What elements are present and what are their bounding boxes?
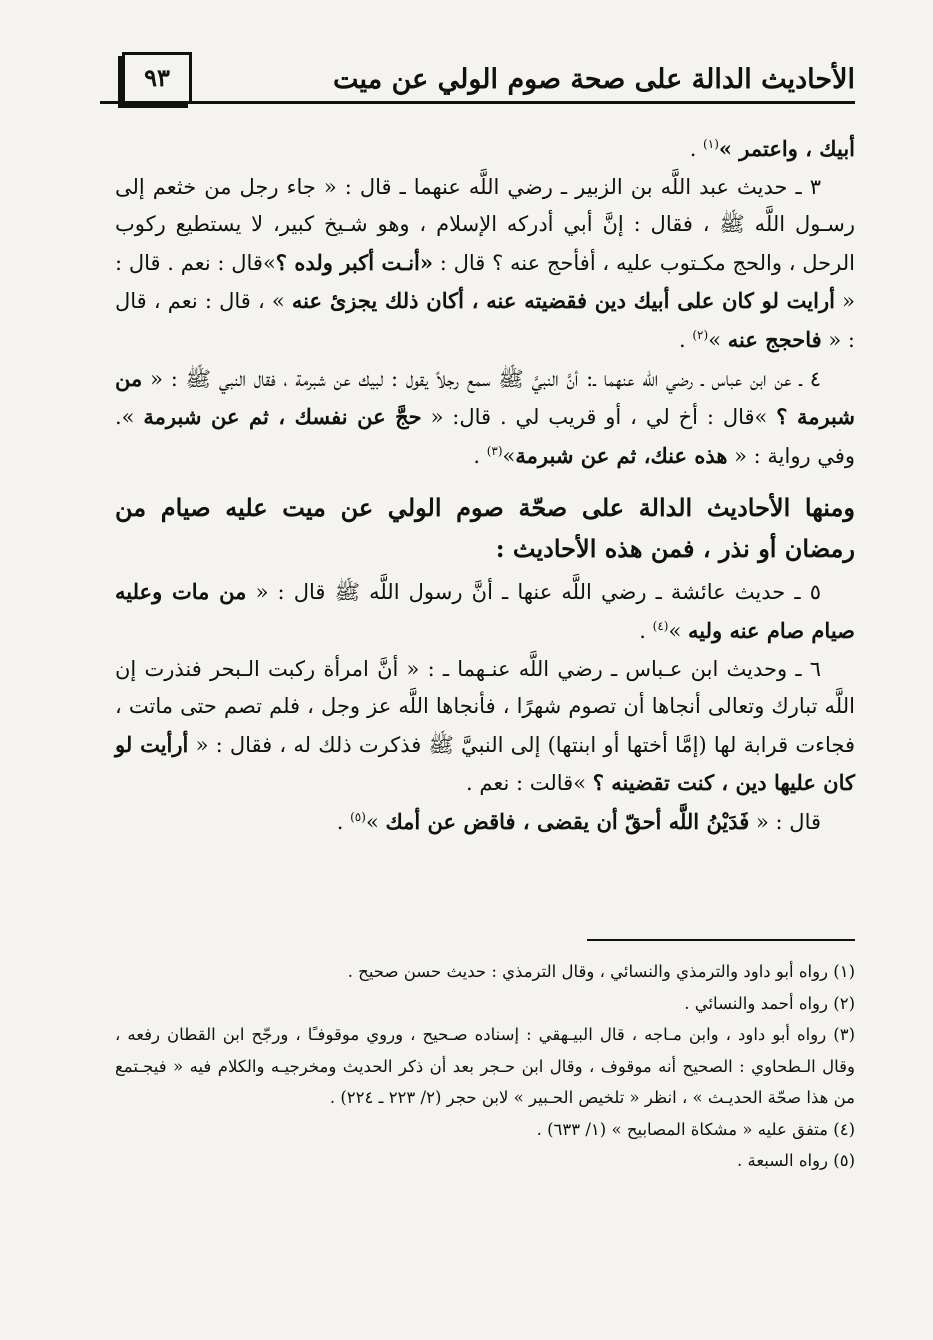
hadith-6-conclusion xyxy=(115,803,855,842)
text-run: » xyxy=(365,809,386,834)
footnote-2: (٢) رواه أحمد والنسائي . xyxy=(684,993,855,1013)
text-run: » xyxy=(668,618,682,643)
quote-text: فَدَيْنُ اللَّه أحقّ أن يقضى ، فاقض عن أمك xyxy=(385,808,750,834)
text-run: . xyxy=(336,809,351,834)
header-title: الأحاديث الدالة على صحة صوم الولي عن ميت xyxy=(333,64,855,95)
hadith-5 xyxy=(115,573,855,650)
quote-text: من مات وعليه صيام صام عنه وليه xyxy=(115,579,855,643)
footnote-ref: (١) xyxy=(703,137,719,151)
footnotes xyxy=(115,956,855,1177)
quote-text: حجَّ عن نفسك ، ثم عن شبرمة xyxy=(143,404,422,430)
hadith-4 xyxy=(115,360,855,476)
footnote-separator xyxy=(587,939,855,941)
footnote-ref: (٥) xyxy=(350,809,366,824)
text-run: ٤ ـ عن ابن عباس ـ رضي الله عنهما ـ: أنَّ النبيَّ ﷺ سمع رجلاً يقول : لبيك عن شبرمة ، فقال النبي ﷺ : « xyxy=(150,366,821,391)
footnote-5: (٥) رواه السبعة . xyxy=(736,1151,855,1170)
text-run: ٥ ـ حديث عائشة ـ رضي اللَّه عنها ـ أنَّ رسول اللَّه ﷺ قال : « xyxy=(255,580,821,605)
page-number-box: ٩٣ xyxy=(122,52,192,104)
footnote-ref: (٤) xyxy=(652,618,669,633)
quote-text: «أنـت أكبر ولده ؟ xyxy=(275,249,434,275)
paragraph-continuation xyxy=(115,130,855,169)
text-run: ». وفي رواية : « xyxy=(115,405,855,468)
text-run: » ، قال : نعم ، قال : « xyxy=(115,289,855,352)
quote-text: هذه عنك، ثم عن شبرمة xyxy=(515,442,728,468)
text-run: قال : « xyxy=(756,809,821,834)
text-run: . xyxy=(679,327,693,352)
footnote-1: (١) رواه أبو داود والترمذي والنسائي ، وقال الترمذي : حديث حسن صحيح . xyxy=(347,962,855,981)
text-run: ٦ ـ وحديث ابن عـباس ـ رضي اللَّه عنـهما ـ : « أنَّ امرأة ركبت الـبحر فنذرت إن اللَّه تبارك وتعالى أنجاها أن تصوم شهرًا ، فأنجاها اللَّه عز وجل ، فلم تصم حتى ماتت ، فجاءت قرابة لها (إمَّا أختها أو ابنتها) إلى النبيَّ ﷺ فذكرت ذلك له ، فقال : « xyxy=(115,656,855,757)
quote-text: فاحجج عنه xyxy=(727,326,822,352)
quote-text: أبيك ، واعتمر » xyxy=(718,136,855,161)
main-text xyxy=(115,130,855,842)
text-run: »قالت : نعم . xyxy=(466,771,593,796)
running-header xyxy=(100,60,855,104)
text-run: . xyxy=(473,443,487,468)
quote-text: أرايت لو كان على أبيك دين فقضيته عنه ، أكان ذلك يجزئ عنه xyxy=(291,288,835,314)
hadith-3 xyxy=(115,169,855,360)
footnote-3: (٣) رواه أبو داود ، وابن مـاجه ، قال البيـهقي : إسناده صـحيح ، وروي موقوفـًا ، ورجّح ابن القطان رفعه ، وقال الـطحاوي : الصحيح أنه موقوف ، وقال ابن حـجر بعد أن ذكر الحديث ومخرجيـه والكلام فيه « فيجـتمع من هذا صحّة الحديـث » ، انظر « تلخيص الحـبير » لابن حجر (٢/ ٢٢٣ ـ ٢٢٤) . xyxy=(115,1025,855,1107)
text-run: » xyxy=(502,443,516,468)
section-heading: ومنها الأحاديث الدالة على صحّة صوم الولي عن ميت عليه صيام من رمضان أو نذر ، فمن هذه الأحاديث : xyxy=(115,493,855,564)
footnote-ref: (٣) xyxy=(486,443,503,458)
quote-text: أرأيت لو كان عليها دين ، كنت تقضينه ؟ xyxy=(115,731,855,796)
text-run: . xyxy=(639,618,653,643)
text-run: . xyxy=(689,137,704,161)
hadith-6 xyxy=(115,651,855,803)
footnote-ref: (٢) xyxy=(692,327,709,342)
text-run: » xyxy=(708,327,722,352)
footnote-4: (٤) متفق عليه « مشكاة المصابيح » (١/ ٦٣٣) . xyxy=(536,1119,855,1139)
header-rule xyxy=(100,101,855,104)
text-run: »قال : نعم . قال : « xyxy=(115,250,855,314)
text-run: »قال : أخ لي ، أو قريب لي . قال: « xyxy=(430,405,768,430)
text-run: ٣ ـ حديث عبد اللَّه بن الزبير ـ رضي اللَّه عنهما ـ قال : « جاء رجل من خثعم إلى رسـول اللَّه ﷺ ، فقال : إنَّ أبي أدركه الإسلام ، وهو شـيخ كبير، لا يستطيع ركوب الرحل ، والحج مكـتوب عليه ، أفأحج عنه ؟ قال : xyxy=(115,174,855,275)
quote-text: من شبرمة ؟ xyxy=(115,365,855,430)
